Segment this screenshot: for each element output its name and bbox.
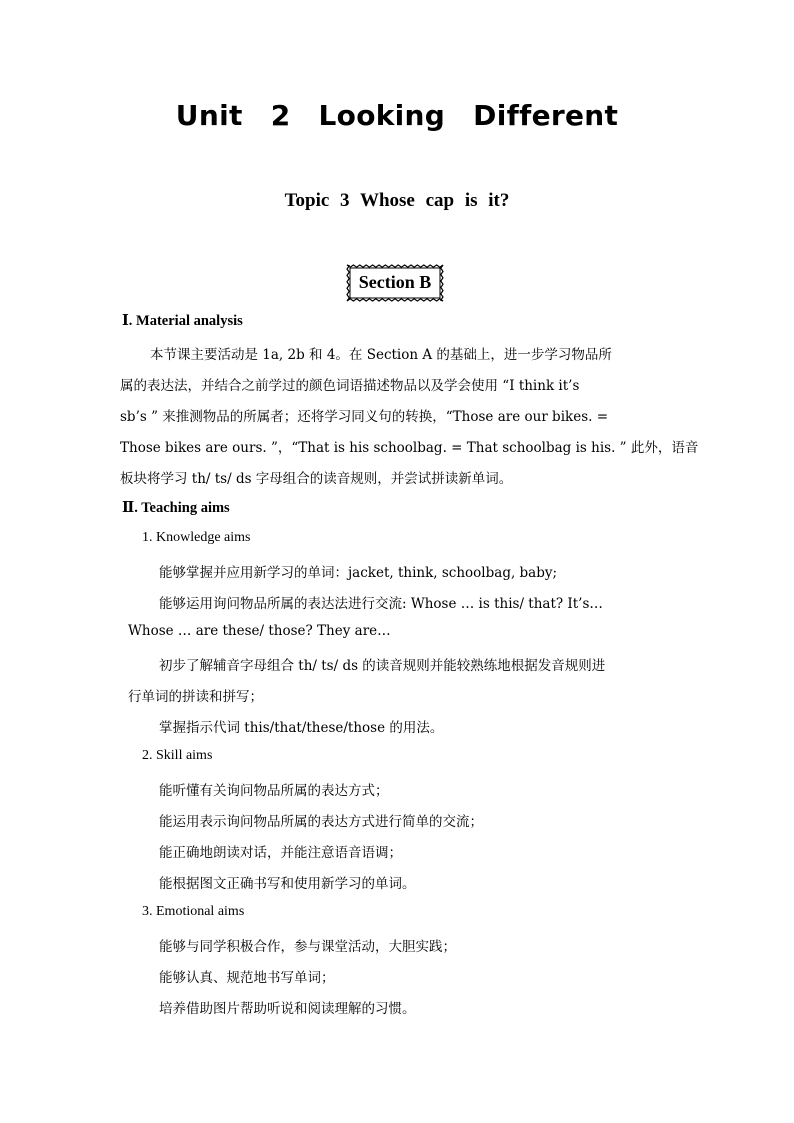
- skill-line-3: 能正确地朗读对话，并能注意语音语调；: [159, 845, 402, 861]
- material-line-2: 属的表达法，并结合之前学过的颜色词语描述物品以及学会使用 “I think it’s: [120, 378, 580, 394]
- emotional-line-3: 培养借助图片帮助听说和阅读理解的习惯。: [159, 1001, 416, 1017]
- knowledge-line-2: 能够运用询问物品所属的表达法进行交流: Whose … is this/ that? It’s…: [159, 596, 603, 612]
- skill-line-2: 能运用表示询问物品所属的表达方式进行简单的交流；: [159, 814, 483, 830]
- material-analysis-heading: Ⅰ. Material analysis: [122, 313, 243, 329]
- material-line-3: sb’s ” 来推测物品的所属者；还将学习同义句的转换，“Those are our bikes. =: [120, 409, 609, 425]
- knowledge-line-1: 能够掌握并应用新学习的单词：jacket, think, schoolbag, baby;: [159, 565, 558, 581]
- unit-title: Unit 2 Looking Different: [175, 99, 619, 132]
- knowledge-line-5: 行单词的拼读和拼写；: [128, 689, 263, 705]
- knowledge-line-3: Whose … are these/ those? They are…: [128, 623, 391, 639]
- teaching-aims-heading: Ⅱ. Teaching aims: [122, 500, 230, 516]
- skill-line-1: 能听懂有关询问物品所属的表达方式；: [159, 783, 389, 799]
- section-label: Section B: [358, 272, 432, 292]
- material-line-1: 本节课主要活动是 1a, 2b 和 4。在 Section A 的基础上，进一步学习物品所: [150, 347, 612, 363]
- skill-line-4: 能根据图文正确书写和使用新学习的单词。: [159, 876, 416, 892]
- knowledge-line-6: 掌握指示代词 this/that/these/those 的用法。: [159, 720, 444, 736]
- material-line-5: 板块将学习 th/ ts/ ds 字母组合的读音规则，并尝试拼读新单词。: [120, 471, 513, 487]
- material-line-4: Those bikes are ours. ”，“That is his schoolbag. = That schoolbag is his. ” 此外，语音: [120, 440, 699, 456]
- knowledge-line-4: 初步了解辅音字母组合 th/ ts/ ds 的读音规则并能较熟练地根据发音规则进: [159, 658, 606, 674]
- emotional-line-2: 能够认真、规范地书写单词；: [159, 970, 335, 986]
- skill-aims-label: 2. Skill aims: [142, 748, 213, 763]
- section-label-box: [346, 264, 444, 302]
- topic-title: Topic 3 Whose cap is it?: [284, 190, 510, 211]
- emotional-line-1: 能够与同学积极合作，参与课堂活动，大胆实践；: [159, 939, 456, 955]
- knowledge-aims-label: 1. Knowledge aims: [142, 530, 251, 545]
- emotional-aims-label: 3. Emotional aims: [142, 904, 245, 919]
